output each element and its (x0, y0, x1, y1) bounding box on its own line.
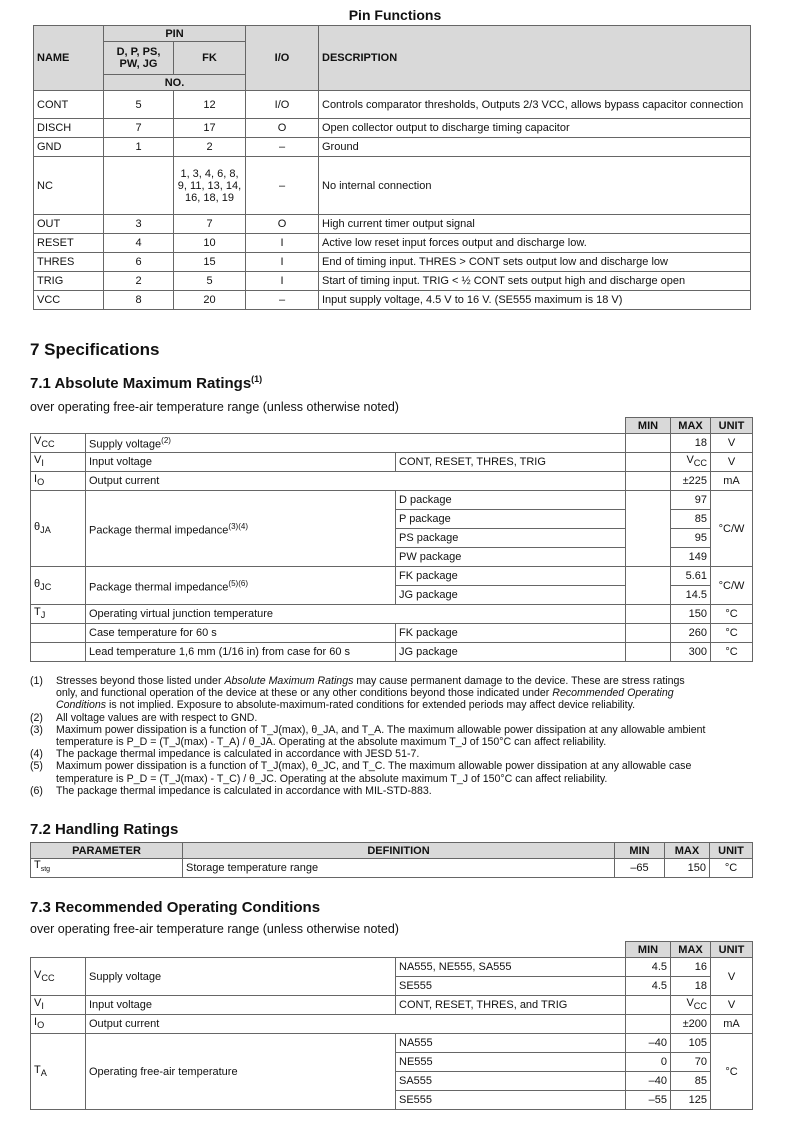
max: ±200 (671, 1015, 711, 1034)
max-sub: CC (693, 1001, 708, 1012)
header-unit: UNIT (711, 942, 753, 958)
roc-subtitle: over operating free-air temperature range (unless otherwise noted) (30, 922, 399, 936)
pin-name: OUT (34, 215, 104, 234)
unit: °C (711, 1034, 753, 1110)
footnote-text: The package thermal impedance is calculated in accordance with MIL-STD-883. (56, 784, 432, 797)
header-name: NAME (34, 26, 104, 91)
table-row (34, 215, 751, 234)
condition: PS package (396, 529, 626, 548)
max: 70 (671, 1053, 711, 1072)
parameter: Supply voltage (86, 958, 396, 996)
table-row (34, 138, 751, 157)
pin-fk: 7 (174, 215, 246, 234)
footnote-text: The package thermal impedance is calculated in accordance with JESD 51-7. (56, 748, 420, 761)
parameter: Input voltage (86, 453, 396, 472)
footnote-italic: Absolute Maximum Ratings (224, 675, 354, 687)
condition: JG package (396, 643, 626, 662)
symbol-base: I (34, 1016, 38, 1029)
table-row (31, 472, 753, 491)
footnote-text: Maximum power dissipation is a function of T_J(max), θ_JA, and T_A. The maximum allowable power dissipation at any allowable ambient (56, 723, 706, 736)
symbol-sub: O (37, 1020, 45, 1031)
symbol (31, 643, 86, 662)
symbol (31, 605, 86, 624)
parameter: Case temperature for 60 s (86, 624, 396, 643)
max: 149 (671, 548, 711, 567)
pin-dp: 8 (104, 291, 174, 310)
max: 300 (671, 643, 711, 662)
header-parameter: PARAMETER (31, 843, 183, 859)
table-row (31, 624, 753, 643)
param-sup: (3)(4) (228, 521, 248, 531)
table-row (31, 1034, 753, 1053)
definition: Storage temperature range (183, 859, 615, 878)
footnote-3 (30, 724, 770, 736)
pin-dp: 4 (104, 234, 174, 253)
condition: NA555 (396, 1034, 626, 1053)
pin-io: O (246, 119, 319, 138)
unit: °C (711, 624, 753, 643)
footnote-number: (1) (30, 675, 43, 687)
footnote-italic: Recommended Operating (552, 687, 674, 700)
unit: mA (711, 1015, 753, 1034)
footnote-text: All voltage values are with respect to GND. (56, 711, 258, 724)
abs-max-table (30, 417, 753, 662)
unit: °C (711, 643, 753, 662)
footnote-1-cont (30, 699, 770, 711)
pin-desc: Ground (319, 138, 751, 157)
table-row (31, 958, 753, 977)
min (626, 472, 671, 491)
table-row (34, 291, 751, 310)
table-row (31, 996, 753, 1015)
max: 16 (671, 958, 711, 977)
unit: V (711, 958, 753, 996)
max (671, 453, 711, 472)
parameter (86, 567, 396, 605)
symbol-base: θ (34, 520, 41, 533)
symbol-base: T (34, 859, 41, 872)
header-fk: FK (174, 42, 246, 75)
pin-dp: 2 (104, 272, 174, 291)
max: 260 (671, 624, 711, 643)
pin-desc: Start of timing input. TRIG < ½ CONT sets output high and discharge open (319, 272, 751, 291)
param-text: Package thermal impedance (89, 524, 229, 537)
roc-heading: 7.3 Recommended Operating Conditions (30, 899, 321, 916)
pin-desc: Open collector output to discharge timing capacitor (319, 119, 751, 138)
symbol (31, 1034, 86, 1110)
max: 150 (665, 859, 710, 878)
parameter (86, 491, 396, 567)
pin-fk: 10 (174, 234, 246, 253)
max: 85 (671, 510, 711, 529)
table-row (31, 605, 753, 624)
header-max: MAX (665, 843, 710, 859)
max: 97 (671, 491, 711, 510)
param-sup: (2) (161, 436, 171, 446)
header-min: MIN (626, 942, 671, 958)
footnote-4 (30, 748, 770, 760)
max: ±225 (671, 472, 711, 491)
footnote-2 (30, 712, 770, 724)
header-pin: PIN (104, 26, 246, 42)
unit: °C/W (711, 567, 753, 605)
symbol-base: θ (34, 577, 41, 590)
min: –65 (615, 859, 665, 878)
header-unit: UNIT (711, 418, 753, 434)
parameter: Output current (86, 472, 626, 491)
table-row (31, 859, 753, 878)
footnote-number: (4) (30, 748, 43, 761)
symbol-sub: A (40, 1068, 47, 1079)
pin-io: – (246, 138, 319, 157)
handling-table (30, 842, 753, 878)
footnote-text: Maximum power dissipation is a function of T_J(max), θ_JC, and T_C. The maximum allowable power dissipation at any allowable case (56, 760, 692, 773)
symbol (31, 1015, 86, 1034)
min: 4.5 (626, 977, 671, 996)
unit: °C/W (711, 491, 753, 567)
min (626, 567, 671, 605)
footnote-text: temperature is P_D = (T_J(max) - T_C) / θ_JC. Operating at the absolute maximum T_J of 150°C can affect reliability. (56, 772, 608, 785)
symbol (31, 434, 86, 453)
symbol (31, 567, 86, 605)
max: 18 (671, 434, 711, 453)
footnote-1-cont (30, 687, 770, 699)
condition: P package (396, 510, 626, 529)
symbol (31, 996, 86, 1015)
min: –55 (626, 1091, 671, 1110)
symbol-sub: CC (41, 439, 55, 450)
pin-functions-table (33, 25, 751, 310)
pin-name: DISCH (34, 119, 104, 138)
symbol-sub: O (37, 477, 45, 488)
min: 0 (626, 1053, 671, 1072)
symbol (31, 491, 86, 567)
pin-desc: No internal connection (319, 157, 751, 215)
pin-dp (104, 157, 174, 215)
header-min: MIN (626, 418, 671, 434)
parameter (86, 434, 626, 453)
header-definition: DEFINITION (183, 843, 615, 859)
pin-name: THRES (34, 253, 104, 272)
pin-io: I (246, 234, 319, 253)
abs-max-subtitle: over operating free-air temperature range (unless otherwise noted) (30, 400, 399, 414)
max: 105 (671, 1034, 711, 1053)
condition: FK package (396, 567, 626, 586)
max: 150 (671, 605, 711, 624)
pin-dp: 1 (104, 138, 174, 157)
symbol-sub: stg (40, 866, 51, 874)
max: 125 (671, 1091, 711, 1110)
header-dp-packages: D, P, PS, PW, JG (104, 42, 174, 75)
abs-max-heading-text: 7.1 Absolute Maximum Ratings (30, 375, 252, 392)
symbol-sub: CC (41, 973, 55, 984)
param-sup: (5)(6) (228, 578, 248, 588)
max: 5.61 (671, 567, 711, 586)
pin-fk: 1, 3, 4, 6, 8, 9, 11, 13, 14, 16, 18, 19 (174, 157, 246, 215)
pin-dp: 3 (104, 215, 174, 234)
parameter: Lead temperature 1,6 mm (1/16 in) from case for 60 s (86, 643, 396, 662)
pin-dp: 5 (104, 91, 174, 119)
pin-name: RESET (34, 234, 104, 253)
min: –40 (626, 1034, 671, 1053)
unit: mA (711, 472, 753, 491)
unit: V (711, 996, 753, 1015)
symbol-base: V (34, 968, 42, 981)
table-row (31, 1015, 753, 1034)
pin-desc: Active low reset input forces output and discharge low. (319, 234, 751, 253)
max-sub: CC (693, 458, 708, 469)
abs-max-heading (30, 374, 262, 392)
pin-io: I (246, 272, 319, 291)
footnote-text: temperature is P_D = (T_J(max) - T_A) / θ_JA. Operating at the absolute maximum T_J of 150°C can affect reliability. (56, 736, 607, 749)
min (626, 643, 671, 662)
min (626, 453, 671, 472)
header-no: NO. (104, 75, 246, 91)
unit: °C (711, 605, 753, 624)
footnote-number: (6) (30, 784, 43, 797)
symbol (31, 624, 86, 643)
symbol (31, 859, 183, 878)
header-blank (31, 942, 626, 958)
condition: NE555 (396, 1053, 626, 1072)
unit: V (711, 453, 753, 472)
pin-fk: 20 (174, 291, 246, 310)
condition: CONT, RESET, THRES, TRIG (396, 453, 626, 472)
pin-desc: Controls comparator thresholds, Outputs 2/3 VCC, allows bypass capacitor connection (319, 91, 751, 119)
parameter: Output current (86, 1015, 626, 1034)
pin-io: I/O (246, 91, 319, 119)
min: –40 (626, 1072, 671, 1091)
footnote-5-cont (30, 773, 770, 785)
footnote-italic: Conditions (56, 699, 107, 712)
symbol-base: V (34, 454, 42, 467)
max: 14.5 (671, 586, 711, 605)
parameter: Operating virtual junction temperature (86, 605, 626, 624)
footnote-text: Stresses beyond those listed under (56, 675, 225, 687)
max: 85 (671, 1072, 711, 1091)
pin-fk: 17 (174, 119, 246, 138)
symbol-sub: J (40, 610, 46, 621)
pin-fk: 5 (174, 272, 246, 291)
condition: D package (396, 491, 626, 510)
symbol-base: V (34, 435, 42, 448)
min (626, 624, 671, 643)
specifications-heading: 7 Specifications (30, 340, 160, 359)
param-text: Package thermal impedance (89, 581, 229, 594)
min (626, 1015, 671, 1034)
symbol-sub: JA (40, 525, 51, 536)
footnote-1 (30, 675, 770, 687)
condition: JG package (396, 586, 626, 605)
pin-name: CONT (34, 91, 104, 119)
table-row (34, 234, 751, 253)
table-row (34, 253, 751, 272)
abs-max-heading-sup: (1) (251, 374, 263, 384)
header-blank (31, 418, 626, 434)
table-row (31, 643, 753, 662)
symbol-sub: I (41, 458, 44, 469)
condition: SA555 (396, 1072, 626, 1091)
symbol-sub: JC (40, 582, 52, 593)
max: 18 (671, 977, 711, 996)
max-base: V (686, 454, 694, 467)
condition: FK package (396, 624, 626, 643)
pin-name: GND (34, 138, 104, 157)
footnote-text: is not implied. Exposure to absolute-maximum-rated conditions for extended periods may affect device reliability. (106, 699, 636, 712)
pin-dp: 6 (104, 253, 174, 272)
footnote-6 (30, 785, 770, 797)
min (626, 491, 671, 567)
parameter: Input voltage (86, 996, 396, 1015)
min (626, 605, 671, 624)
pin-fk: 12 (174, 91, 246, 119)
pin-io: – (246, 157, 319, 215)
symbol (31, 958, 86, 996)
symbol-base: V (34, 997, 42, 1010)
pin-functions-title: Pin Functions (348, 7, 442, 23)
table-row (31, 491, 753, 510)
condition: SE555 (396, 977, 626, 996)
table-row (31, 453, 753, 472)
header-max: MAX (671, 942, 711, 958)
pin-desc: Input supply voltage, 4.5 V to 16 V. (SE555 maximum is 18 V) (319, 291, 751, 310)
symbol-base: T (34, 606, 41, 619)
symbol-sub: I (41, 1001, 44, 1012)
header-io: I/O (246, 26, 319, 91)
header-min: MIN (615, 843, 665, 859)
max (671, 996, 711, 1015)
condition: PW package (396, 548, 626, 567)
table-row (31, 434, 753, 453)
symbol-base: T (34, 1063, 41, 1076)
header-description: DESCRIPTION (319, 26, 751, 91)
footnote-text: may cause permanent damage to the device. These are stress ratings (353, 675, 685, 687)
unit: °C (710, 859, 753, 878)
min (626, 434, 671, 453)
unit: V (711, 434, 753, 453)
min: 4.5 (626, 958, 671, 977)
pin-name: VCC (34, 291, 104, 310)
pin-fk: 15 (174, 253, 246, 272)
footnote-5 (30, 760, 770, 772)
table-row (34, 91, 751, 119)
max: 95 (671, 529, 711, 548)
pin-desc: End of timing input. THRES > CONT sets output low and discharge low (319, 253, 751, 272)
table-row (34, 272, 751, 291)
footnote-3-cont (30, 736, 770, 748)
symbol (31, 453, 86, 472)
footnote-number: (3) (30, 723, 43, 736)
condition: SE555 (396, 1091, 626, 1110)
symbol (31, 472, 86, 491)
param-text: Supply voltage (89, 438, 162, 451)
min (626, 996, 671, 1015)
pin-io: I (246, 253, 319, 272)
condition: CONT, RESET, THRES, and TRIG (396, 996, 626, 1015)
footnote-number: (2) (30, 711, 43, 724)
header-max: MAX (671, 418, 711, 434)
symbol-base: I (34, 473, 38, 486)
pin-io: O (246, 215, 319, 234)
table-row (34, 157, 751, 215)
parameter: Operating free-air temperature (86, 1034, 396, 1110)
footnote-number: (5) (30, 760, 43, 773)
footnotes (30, 675, 770, 797)
header-unit: UNIT (710, 843, 753, 859)
pin-dp: 7 (104, 119, 174, 138)
footnote-text: only, and functional operation of the device at these or any other conditions beyond those indicated under (56, 687, 553, 700)
roc-table (30, 941, 753, 1110)
condition: NA555, NE555, SA555 (396, 958, 626, 977)
table-row (34, 119, 751, 138)
handling-heading: 7.2 Handling Ratings (30, 821, 179, 838)
pin-io: – (246, 291, 319, 310)
pin-name: TRIG (34, 272, 104, 291)
pin-desc: High current timer output signal (319, 215, 751, 234)
pin-name: NC (34, 157, 104, 215)
pin-fk: 2 (174, 138, 246, 157)
table-row (31, 567, 753, 586)
max-base: V (686, 997, 694, 1010)
